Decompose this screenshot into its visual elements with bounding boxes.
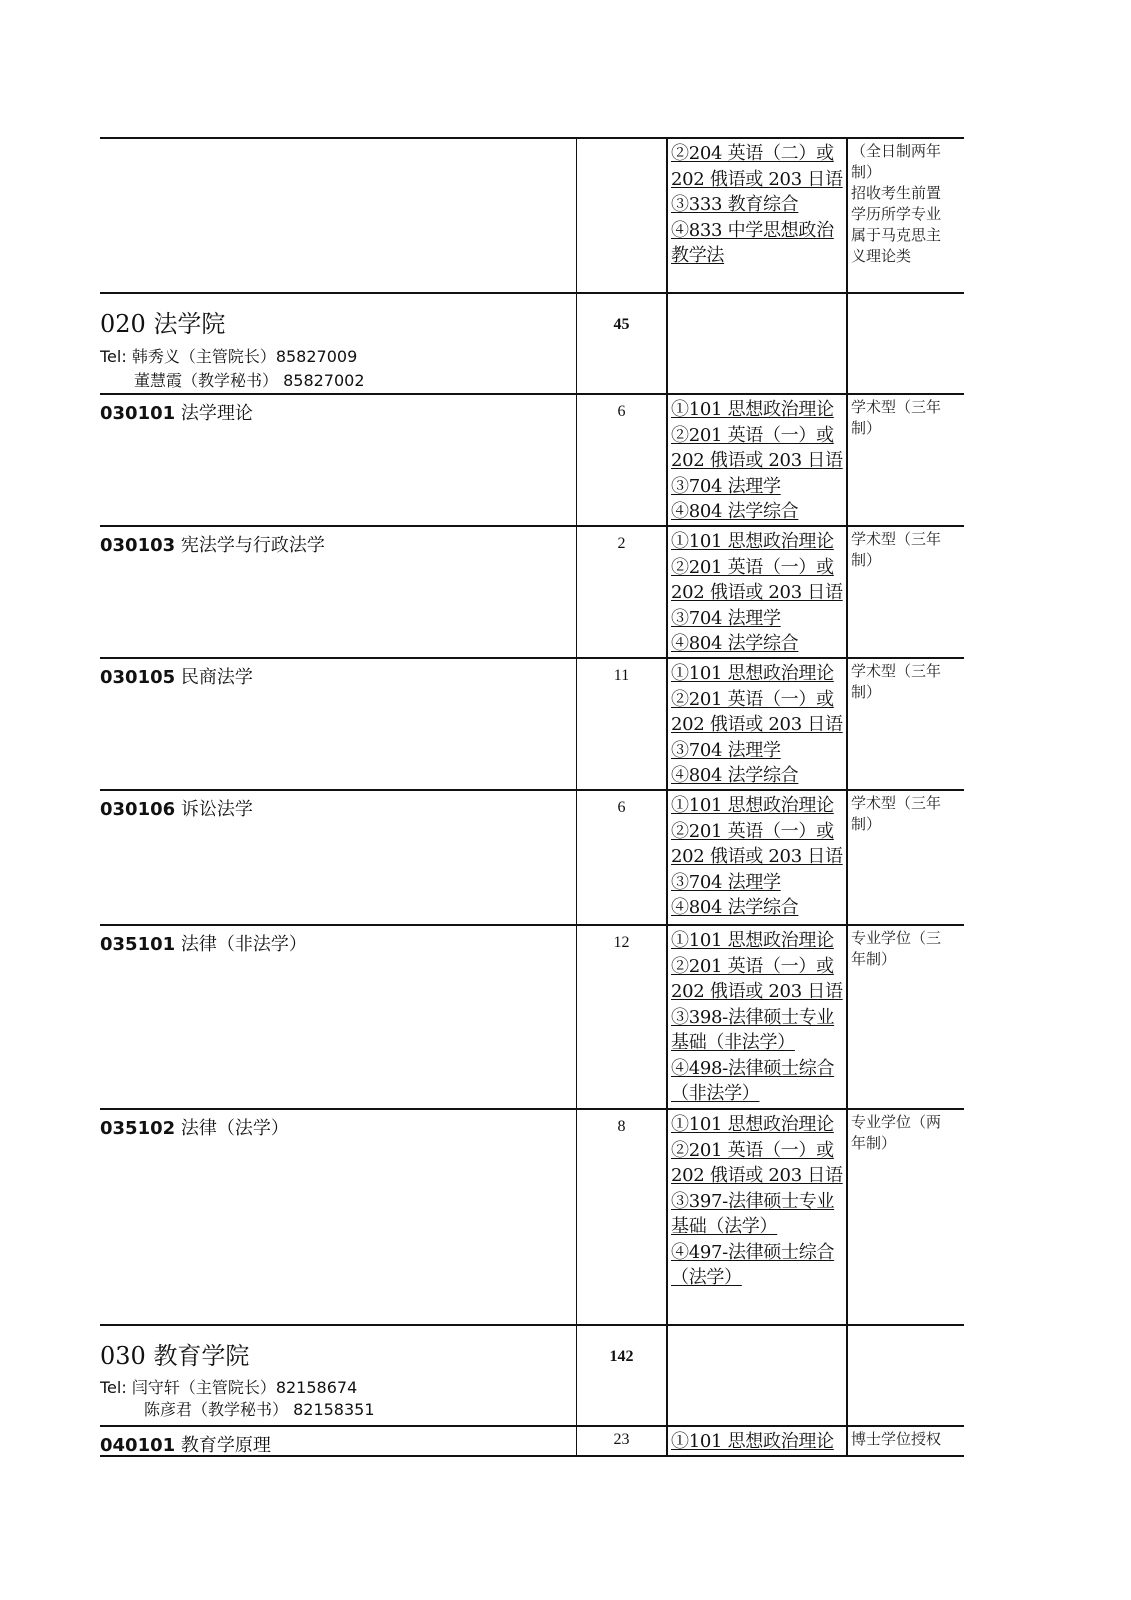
exam-line: ④804 法学综合 — [671, 765, 799, 786]
department-cell — [100, 1326, 576, 1425]
program-name: 法学理论 — [180, 403, 253, 424]
note-line: 制） — [851, 551, 882, 569]
exam-line: 202 俄语或 203 日语 — [671, 1165, 843, 1186]
program-quota: 23 — [576, 1427, 668, 1455]
notes-cell — [848, 926, 964, 1108]
department-row — [100, 294, 964, 395]
notes-cell — [848, 1427, 964, 1455]
exam-line: ③704 法理学 — [671, 475, 781, 497]
program-cell — [100, 791, 576, 924]
program-quota: 2 — [576, 527, 668, 657]
exam-subjects-cell — [668, 1427, 848, 1455]
department-name: 030 教育学院 — [100, 1342, 250, 1370]
exam-line: ③704 法理学 — [671, 871, 781, 893]
exam-line: 基础（非法学） — [671, 1032, 795, 1053]
note-line: 义理论类 — [851, 247, 912, 265]
exam-subjects-cell — [668, 926, 848, 1108]
notes-cell — [848, 395, 964, 525]
notes-cell — [848, 527, 964, 657]
program-cell — [100, 659, 576, 789]
department-contacts — [100, 345, 576, 393]
program-name: 法律（非法学） — [180, 934, 307, 955]
department-quota: 45 — [576, 294, 668, 393]
program-name: 教育学原理 — [180, 1435, 271, 1456]
exam-line: ①101 思想政治理论 — [671, 531, 834, 552]
exam-line: ②201 英语（一）或 — [671, 955, 834, 977]
exam-line: ③333 教育综合 — [671, 194, 799, 215]
exam-subjects-cell — [668, 1110, 848, 1324]
exam-line: ③398-法律硕士专业 — [671, 1006, 835, 1028]
program-quota: 11 — [576, 659, 668, 789]
notes-cell — [848, 139, 964, 292]
note-line: 招收考生前置 — [851, 184, 942, 202]
contact-line: 董慧霞（教学秘书） 85827002 — [134, 371, 365, 390]
exam-line: 202 俄语或 203 日语 — [671, 714, 843, 735]
exam-line: ①101 思想政治理论 — [671, 1431, 834, 1452]
exam-line: 202 俄语或 203 日语 — [671, 450, 843, 471]
program-name: 法律（法学） — [180, 1118, 289, 1139]
program-name: 诉讼法学 — [180, 799, 253, 820]
program-row — [100, 395, 964, 527]
notes-cell — [848, 791, 964, 924]
department-contacts — [100, 1377, 576, 1421]
exam-line: ④804 法学综合 — [671, 633, 799, 654]
exam-line: ①101 思想政治理论 — [671, 795, 834, 816]
exam-line: （非法学） — [671, 1083, 760, 1104]
note-line: 学术型（三年 — [851, 530, 942, 548]
program-quota: 6 — [576, 395, 668, 525]
program-cell — [100, 527, 576, 657]
exam-line: ②201 英语（一）或 — [671, 424, 834, 446]
program-cell — [100, 139, 576, 292]
exam-line: ①101 思想政治理论 — [671, 399, 834, 420]
exam-subjects-cell — [668, 139, 848, 292]
exam-line: 202 俄语或 203 日语 — [671, 582, 843, 603]
exam-subjects-cell — [668, 294, 848, 393]
note-line: 学术型（三年 — [851, 398, 942, 416]
program-cell — [100, 1110, 576, 1324]
exam-line: ①101 思想政治理论 — [671, 663, 834, 684]
note-line: 学术型（三年 — [851, 794, 942, 812]
note-line: 制） — [851, 163, 882, 181]
exam-line: ①101 思想政治理论 — [671, 930, 834, 951]
exam-line: 基础（法学） — [671, 1216, 778, 1237]
note-line: 制） — [851, 815, 882, 833]
note-line: （全日制两年 — [851, 142, 942, 160]
exam-line: ①101 思想政治理论 — [671, 1114, 834, 1135]
note-line: 属于马克思主 — [851, 226, 942, 244]
note-line: 制） — [851, 419, 882, 437]
notes-cell — [848, 1110, 964, 1324]
program-code: 030105 — [100, 667, 176, 688]
exam-subjects-cell — [668, 791, 848, 924]
admissions-table — [100, 137, 964, 1457]
program-code: 035102 — [100, 1118, 176, 1139]
program-row — [100, 1110, 964, 1326]
note-line: 年制） — [851, 1134, 897, 1152]
program-row — [100, 527, 964, 659]
exam-line: 教学法 — [671, 245, 725, 266]
exam-line: ③704 法理学 — [671, 739, 781, 761]
program-code: 030101 — [100, 403, 176, 424]
notes-cell — [848, 1326, 964, 1425]
exam-line: ③704 法理学 — [671, 607, 781, 629]
notes-cell — [848, 294, 964, 393]
quota-cell — [576, 139, 668, 292]
exam-line: ②201 英语（一）或 — [671, 1139, 834, 1161]
exam-line: ④804 法学综合 — [671, 897, 799, 918]
exam-line: ②201 英语（一）或 — [671, 688, 834, 710]
program-cell — [100, 395, 576, 525]
exam-subjects-cell — [668, 527, 848, 657]
department-name: 020 法学院 — [100, 310, 226, 338]
note-line: 博士学位授权 — [851, 1430, 942, 1448]
program-quota: 8 — [576, 1110, 668, 1324]
note-line: 年制） — [851, 950, 897, 968]
exam-line: ④804 法学综合 — [671, 501, 799, 522]
department-quota: 142 — [576, 1326, 668, 1425]
exam-line: ③397-法律硕士专业 — [671, 1190, 835, 1212]
note-line: 学历所学专业 — [851, 205, 942, 223]
program-cell — [100, 926, 576, 1108]
program-row — [100, 659, 964, 791]
exam-line: 202 俄语或 203 日语 — [671, 168, 843, 190]
program-row — [100, 1427, 964, 1457]
exam-line: （法学） — [671, 1267, 742, 1288]
exam-line: ④833 中学思想政治 — [671, 219, 834, 241]
program-quota: 12 — [576, 926, 668, 1108]
notes-cell — [848, 659, 964, 789]
department-cell — [100, 294, 576, 393]
program-name: 宪法学与行政法学 — [180, 535, 325, 556]
exam-line: ④497-法律硕士综合 — [671, 1241, 835, 1263]
exam-line: ②201 英语（一）或 — [671, 556, 834, 578]
contact-line: Tel: 韩秀义（主管院长）85827009 — [100, 347, 358, 366]
program-code: 030106 — [100, 799, 176, 820]
exam-line: 202 俄语或 203 日语 — [671, 981, 843, 1002]
exam-subjects-cell — [668, 395, 848, 525]
program-row — [100, 926, 964, 1110]
note-line: 学术型（三年 — [851, 662, 942, 680]
note-line: 专业学位（两 — [851, 1113, 942, 1131]
program-code: 030103 — [100, 535, 176, 556]
table-row — [100, 139, 964, 294]
exam-line: 202 俄语或 203 日语 — [671, 846, 843, 867]
note-line: 专业学位（三 — [851, 929, 942, 947]
exam-subjects-cell — [668, 1326, 848, 1425]
program-code: 040101 — [100, 1435, 176, 1456]
contact-line: 陈彦君（教学秘书） 82158351 — [144, 1400, 375, 1419]
exam-line: ②204 英语（二）或 — [671, 143, 834, 164]
exam-line: ④498-法律硕士综合 — [671, 1057, 835, 1079]
program-name: 民商法学 — [180, 667, 253, 688]
program-cell — [100, 1427, 576, 1455]
program-quota: 6 — [576, 791, 668, 924]
note-line: 制） — [851, 683, 882, 701]
exam-line: ②201 英语（一）或 — [671, 820, 834, 842]
department-row — [100, 1326, 964, 1427]
program-code: 035101 — [100, 934, 176, 955]
exam-subjects-cell — [668, 659, 848, 789]
program-row — [100, 791, 964, 926]
contact-line: Tel: 闫守轩（主管院长）82158674 — [100, 1378, 358, 1397]
